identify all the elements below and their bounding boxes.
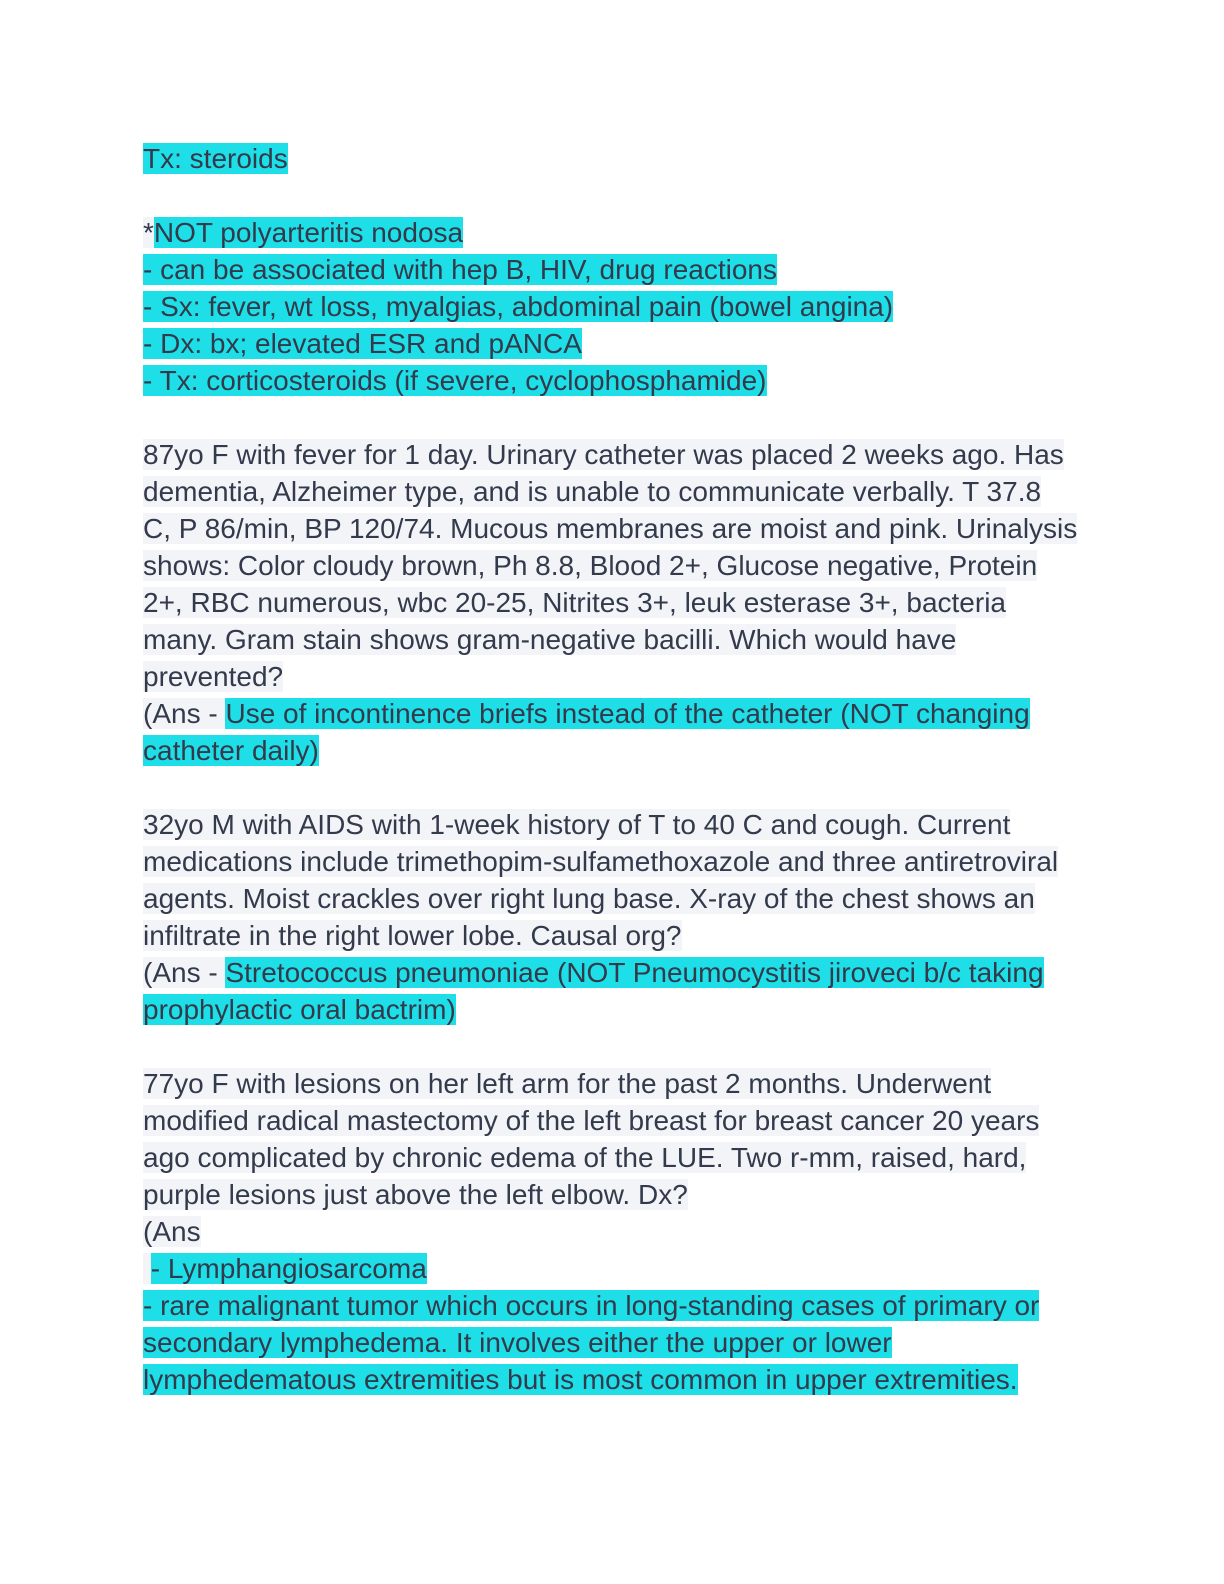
text-line [143,1361,1114,1398]
text-line [143,362,1114,399]
text-line [143,214,1114,251]
text-line [143,806,1114,843]
text-line [143,954,1114,991]
text-line [143,547,1114,584]
text-line [143,658,1114,695]
text-line [143,1065,1114,1102]
text-run: 87yo F with fever for 1 day. Urinary catheter was placed 2 weeks ago. Has [143,439,1064,470]
text-line [143,991,1114,1028]
text-line [143,288,1114,325]
text-line [143,251,1114,288]
highlighted-text-run: lymphedematous extremities but is most common in upper extremities. [143,1364,1018,1395]
text-line [143,1324,1114,1361]
highlighted-text-run: - can be associated with hep B, HIV, drug reactions [143,254,777,285]
text-line [143,510,1114,547]
text-run: modified radical mastectomy of the left breast for breast cancer 20 years [143,1105,1040,1136]
text-run: 32yo M with AIDS with 1-week history of T to 40 C and cough. Current [143,809,1011,840]
blank-line [143,769,1114,806]
text-run [143,1253,151,1284]
text-run: many. Gram stain shows gram-negative bacilli. Which would have [143,624,957,655]
blank-line [143,399,1114,436]
text-run: * [143,217,154,248]
text-line [143,436,1114,473]
highlighted-text-run: - Sx: fever, wt loss, myalgias, abdominal pain (bowel angina) [143,291,894,322]
text-line [143,584,1114,621]
text-run: dementia, Alzheimer type, and is unable to communicate verbally. T 37.8 [143,476,1042,507]
text-line [143,917,1114,954]
text-run: (Ans - [143,698,226,729]
text-line [143,695,1114,732]
text-run: prevented? [143,661,284,692]
highlighted-text-run: Tx: steroids [143,143,288,174]
text-line [143,325,1114,362]
text-run: medications include trimethopim-sulfamethoxazole and three antiretroviral [143,846,1059,877]
text-run: ago complicated by chronic edema of the LUE. Two r-mm, raised, hard, [143,1142,1027,1173]
text-line [143,1139,1114,1176]
text-line [143,140,1114,177]
text-run: C, P 86/min, BP 120/74. Mucous membranes are moist and pink. Urinalysis [143,513,1078,544]
highlighted-text-run: catheter daily) [143,735,319,766]
highlighted-text-run: - rare malignant tumor which occurs in long-standing cases of primary or [143,1290,1040,1321]
text-line [143,1250,1114,1287]
text-run: (Ans - [143,957,226,988]
highlighted-text-run: Stretococcus pneumoniae (NOT Pneumocystitis jiroveci b/c taking [225,957,1044,988]
text-run: 2+, RBC numerous, wbc 20-25, Nitrites 3+, leuk esterase 3+, bacteria [143,587,1006,618]
text-line [143,843,1114,880]
text-run: 77yo F with lesions on her left arm for the past 2 months. Underwent [143,1068,992,1099]
blank-line [143,177,1114,214]
highlighted-text-run: - Lymphangiosarcoma [150,1253,427,1284]
highlighted-text-run: - Tx: corticosteroids (if severe, cyclophosphamide) [143,365,767,396]
blank-line [143,1028,1114,1065]
text-line [143,1213,1114,1250]
text-line [143,880,1114,917]
text-run: purple lesions just above the left elbow. Dx? [143,1179,688,1210]
highlighted-text-run: secondary lymphedema. It involves either the upper or lower [143,1327,892,1358]
text-run: agents. Moist crackles over right lung base. X-ray of the chest shows an [143,883,1035,914]
text-run: shows: Color cloudy brown, Ph 8.8, Blood 2+, Glucose negative, Protein [143,550,1038,581]
highlighted-text-run: NOT polyarteritis nodosa [153,217,464,248]
text-run: (Ans [143,1216,201,1247]
text-line [143,621,1114,658]
text-run: infiltrate in the right lower lobe. Causal org? [143,920,682,951]
text-line [143,1102,1114,1139]
text-line [143,1287,1114,1324]
text-line [143,1176,1114,1213]
text-line [143,732,1114,769]
highlighted-text-run: Use of incontinence briefs instead of the catheter (NOT changing [225,698,1030,729]
highlighted-text-run: prophylactic oral bactrim) [143,994,456,1025]
highlighted-text-run: - Dx: bx; elevated ESR and pANCA [143,328,582,359]
text-line [143,473,1114,510]
